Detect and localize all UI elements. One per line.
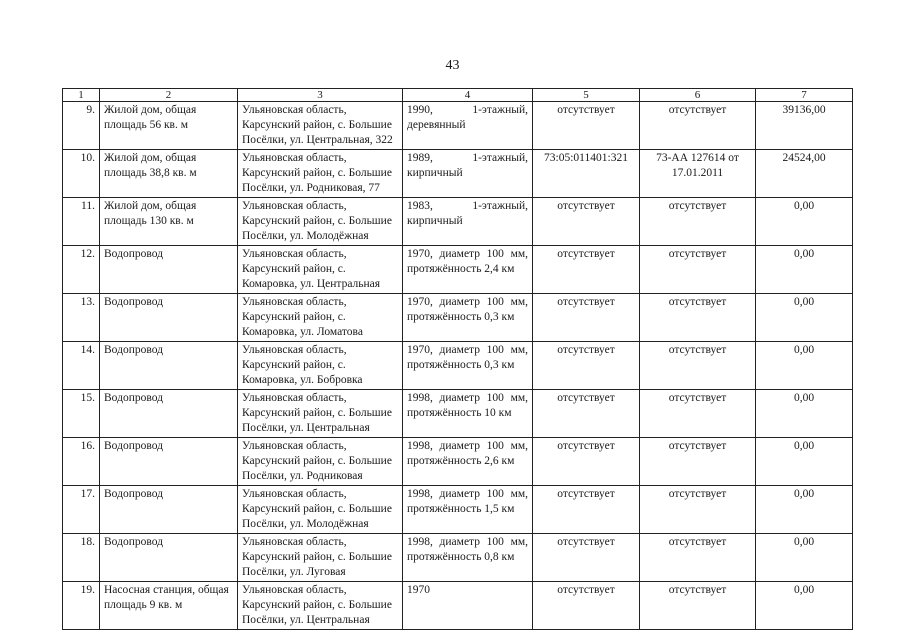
- object-name-cell: Водопровод: [100, 246, 238, 294]
- table-row: [63, 246, 853, 294]
- object-address-cell: Ульяновская область, Карсунский район, с. Большие Посёлки, ул. Родниковая: [238, 438, 403, 486]
- book-value-cell: 0,00: [756, 198, 853, 246]
- cadastral-number-cell: отсутствует: [533, 294, 640, 342]
- column-number-header-row: [63, 89, 853, 102]
- table-row: [63, 342, 853, 390]
- object-address-cell: Ульяновская область, Карсунский район, с. Большие Посёлки, ул. Луговая: [238, 534, 403, 582]
- book-value-cell: 0,00: [756, 582, 853, 630]
- row-number-cell: 14.: [63, 342, 100, 390]
- book-value-cell: 0,00: [756, 486, 853, 534]
- object-characteristics-cell: 1998, диаметр 100 мм, протяжённость 0,8 км: [403, 534, 533, 582]
- column-header: 7: [756, 89, 853, 102]
- table-row: [63, 390, 853, 438]
- table-row: [63, 102, 853, 150]
- cadastral-number-cell: отсутствует: [533, 198, 640, 246]
- row-number-cell: 19.: [63, 582, 100, 630]
- object-address-cell: Ульяновская область, Карсунский район, с. Большие Посёлки, ул. Молодёжная: [238, 486, 403, 534]
- registration-record-cell: отсутствует: [640, 342, 756, 390]
- object-characteristics-cell: 1998, диаметр 100 мм, протяжённость 1,5 км: [403, 486, 533, 534]
- column-header: 2: [100, 89, 238, 102]
- table-row: [63, 294, 853, 342]
- book-value-cell: 0,00: [756, 342, 853, 390]
- object-name-cell: Жилой дом, общая площадь 38,8 кв. м: [100, 150, 238, 198]
- cadastral-number-cell: отсутствует: [533, 246, 640, 294]
- property-registry-table: [62, 88, 853, 630]
- object-characteristics-cell: 1998, диаметр 100 мм, протяжённость 10 км: [403, 390, 533, 438]
- object-characteristics-cell: 1970: [403, 582, 533, 630]
- table-row: [63, 438, 853, 486]
- registration-record-cell: отсутствует: [640, 390, 756, 438]
- object-name-cell: Насосная станция, общая площадь 9 кв. м: [100, 582, 238, 630]
- object-address-cell: Ульяновская область, Карсунский район, с. Большие Посёлки, ул. Родниковая, 77: [238, 150, 403, 198]
- table-row: [63, 534, 853, 582]
- column-header: 1: [63, 89, 100, 102]
- cadastral-number-cell: отсутствует: [533, 486, 640, 534]
- object-address-cell: Ульяновская область, Карсунский район, с. Большие Посёлки, ул. Центральная: [238, 390, 403, 438]
- object-address-cell: Ульяновская область, Карсунский район, с. Большие Посёлки, ул. Молодёжная: [238, 198, 403, 246]
- object-address-cell: Ульяновская область, Карсунский район, с. Большие Посёлки, ул. Центральная: [238, 582, 403, 630]
- book-value-cell: 24524,00: [756, 150, 853, 198]
- column-header: 6: [640, 89, 756, 102]
- object-name-cell: Жилой дом, общая площадь 56 кв. м: [100, 102, 238, 150]
- object-characteristics-cell: 1970, диаметр 100 мм, протяжённость 0,3 км: [403, 294, 533, 342]
- column-header: 4: [403, 89, 533, 102]
- object-name-cell: Водопровод: [100, 486, 238, 534]
- row-number-cell: 15.: [63, 390, 100, 438]
- object-name-cell: Водопровод: [100, 534, 238, 582]
- cadastral-number-cell: отсутствует: [533, 102, 640, 150]
- registration-record-cell: отсутствует: [640, 198, 756, 246]
- object-name-cell: Водопровод: [100, 342, 238, 390]
- book-value-cell: 39136,00: [756, 102, 853, 150]
- object-characteristics-cell: 1970, диаметр 100 мм, протяжённость 2,4 км: [403, 246, 533, 294]
- table-row: [63, 582, 853, 630]
- row-number-cell: 16.: [63, 438, 100, 486]
- registration-record-cell: отсутствует: [640, 246, 756, 294]
- object-characteristics-cell: 1989, 1-этажный, кирпичный: [403, 150, 533, 198]
- table-row: [63, 150, 853, 198]
- cadastral-number-cell: 73:05:011401:321: [533, 150, 640, 198]
- page-number: 43: [445, 58, 460, 73]
- cadastral-number-cell: отсутствует: [533, 390, 640, 438]
- cadastral-number-cell: отсутствует: [533, 582, 640, 630]
- object-name-cell: Жилой дом, общая площадь 130 кв. м: [100, 198, 238, 246]
- row-number-cell: 17.: [63, 486, 100, 534]
- object-name-cell: Водопровод: [100, 390, 238, 438]
- cadastral-number-cell: отсутствует: [533, 342, 640, 390]
- row-number-cell: 12.: [63, 246, 100, 294]
- book-value-cell: 0,00: [756, 294, 853, 342]
- registration-record-cell: отсутствует: [640, 486, 756, 534]
- registration-record-cell: отсутствует: [640, 534, 756, 582]
- cadastral-number-cell: отсутствует: [533, 534, 640, 582]
- object-name-cell: Водопровод: [100, 438, 238, 486]
- registration-record-cell: 73-АА 127614 от 17.01.2011: [640, 150, 756, 198]
- registration-record-cell: отсутствует: [640, 582, 756, 630]
- registration-record-cell: отсутствует: [640, 102, 756, 150]
- column-header: 5: [533, 89, 640, 102]
- registration-record-cell: отсутствует: [640, 438, 756, 486]
- registration-record-cell: отсутствует: [640, 294, 756, 342]
- object-address-cell: Ульяновская область, Карсунский район, с. Комаровка, ул. Бобровка: [238, 342, 403, 390]
- object-characteristics-cell: 1970, диаметр 100 мм, протяжённость 0,3 км: [403, 342, 533, 390]
- column-header: 3: [238, 89, 403, 102]
- table-row: [63, 198, 853, 246]
- book-value-cell: 0,00: [756, 534, 853, 582]
- object-address-cell: Ульяновская область, Карсунский район, с. Комаровка, ул. Центральная: [238, 246, 403, 294]
- row-number-cell: 9.: [63, 102, 100, 150]
- object-characteristics-cell: 1998, диаметр 100 мм, протяжённость 2,6 км: [403, 438, 533, 486]
- cadastral-number-cell: отсутствует: [533, 438, 640, 486]
- object-address-cell: Ульяновская область, Карсунский район, с. Комаровка, ул. Ломатова: [238, 294, 403, 342]
- book-value-cell: 0,00: [756, 438, 853, 486]
- object-characteristics-cell: 1983, 1-этажный, кирпичный: [403, 198, 533, 246]
- row-number-cell: 11.: [63, 198, 100, 246]
- table-row: [63, 486, 853, 534]
- row-number-cell: 18.: [63, 534, 100, 582]
- object-address-cell: Ульяновская область, Карсунский район, с. Большие Посёлки, ул. Центральная, 322: [238, 102, 403, 150]
- object-name-cell: Водопровод: [100, 294, 238, 342]
- book-value-cell: 0,00: [756, 246, 853, 294]
- row-number-cell: 13.: [63, 294, 100, 342]
- row-number-cell: 10.: [63, 150, 100, 198]
- object-characteristics-cell: 1990, 1-этажный, деревянный: [403, 102, 533, 150]
- book-value-cell: 0,00: [756, 390, 853, 438]
